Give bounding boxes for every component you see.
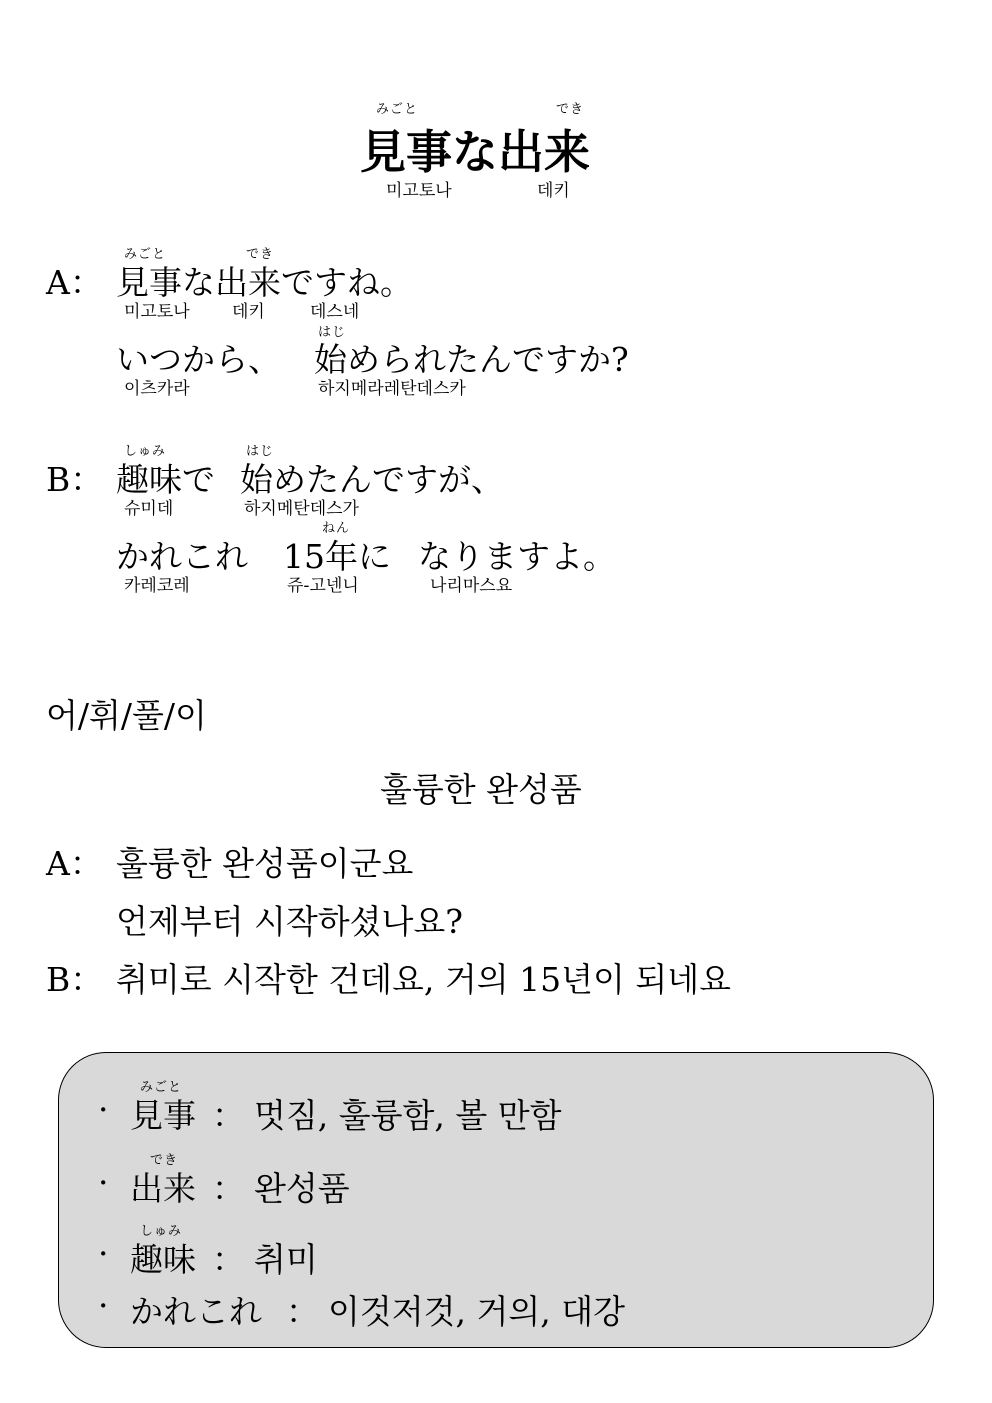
reading-b1-2: 하지메탄데스가 — [244, 499, 359, 519]
vocab-sep-4: ： — [286, 1292, 319, 1331]
vocab-meaning-3: 취미 — [254, 1240, 318, 1279]
vocab-meaning-1: 멋짐, 훌륭함, 볼 만함 — [254, 1096, 562, 1135]
vocab-sep-1: ： — [212, 1096, 245, 1135]
translation-speaker-a: A： — [46, 844, 103, 883]
reading-a1-3: 데스네 — [310, 302, 360, 322]
reading-b2-1: 카레코레 — [124, 576, 190, 596]
dialogue-b-line-1b: 始めたんですが、 — [240, 460, 504, 499]
translation-title: 훌륭한 완성품 — [380, 770, 582, 809]
title-reading-left: 미고토나 — [386, 181, 452, 201]
ruby-haji-b: はじ — [246, 444, 275, 459]
ruby-nen: ねん — [322, 521, 351, 536]
vocab-bullet-1: · — [98, 1090, 109, 1129]
vocab-bullet-4: · — [98, 1286, 109, 1325]
vocab-meaning-2: 완성품 — [254, 1169, 350, 1208]
dialogue-b-line-2c: なりますよ。 — [418, 537, 616, 576]
vocab-term-2: 出来 — [130, 1169, 196, 1208]
vocab-term-1: 見事 — [130, 1096, 196, 1135]
vocab-bullet-3: · — [98, 1234, 109, 1273]
dialogue-a-line-1: 見事な出来ですね。 — [116, 263, 413, 302]
reading-a1-1: 미고토나 — [124, 302, 190, 322]
title-reading-right: 데키 — [537, 181, 570, 201]
vocab-term-3: 趣味 — [130, 1240, 196, 1279]
reading-b2-2: 쥬-고넨니 — [287, 576, 359, 596]
speaker-a-label: A： — [46, 263, 103, 302]
translation-line-3: 취미로 시작한 건데요, 거의 15년이 되네요 — [116, 960, 731, 999]
translation-line-1: 훌륭한 완성품이군요 — [116, 844, 414, 883]
ruby-shumi: しゅみ — [124, 444, 167, 459]
title-ruby-migoto: みごと — [376, 102, 419, 117]
ruby-haji-a: はじ — [318, 325, 347, 340]
reading-a1-2: 데키 — [232, 302, 265, 322]
speaker-b-label: B： — [46, 460, 104, 499]
vocab-heading: 어/휘/풀/이 — [46, 696, 207, 735]
vocab-meaning-4: 이것저것, 거의, 대강 — [328, 1292, 625, 1331]
ruby-deki: でき — [246, 247, 275, 262]
dialogue-b-line-1a: 趣味で — [116, 460, 215, 499]
vocab-ruby-1: みごと — [140, 1080, 183, 1095]
vocab-sep-2: ： — [212, 1169, 245, 1208]
translation-speaker-b: B： — [46, 960, 104, 999]
vocab-ruby-3: しゅみ — [140, 1224, 183, 1239]
title-ruby-deki: でき — [556, 102, 585, 117]
reading-a2-1: 이츠카라 — [124, 379, 190, 399]
vocab-bullet-2: · — [98, 1163, 109, 1202]
ruby-migoto: みごと — [124, 247, 167, 262]
translation-line-2: 언제부터 시작하셨나요? — [116, 902, 463, 941]
vocab-term-4: かれこれ — [130, 1292, 262, 1331]
reading-b2-3: 나리마스요 — [430, 576, 513, 596]
reading-b1-1: 슈미데 — [124, 499, 174, 519]
dialogue-a-line-2a: いつから、 — [116, 340, 281, 379]
dialogue-b-line-2b: 15年に — [283, 537, 391, 576]
reading-a2-2: 하지메라레탄데스카 — [318, 379, 466, 399]
dialogue-b-line-2a: かれこれ — [116, 537, 248, 576]
vocab-sep-3: ： — [212, 1240, 245, 1279]
dialogue-a-line-2b: 始められたんですか? — [314, 340, 629, 379]
vocab-ruby-2: でき — [150, 1153, 179, 1168]
page-title: 見事な出来 — [360, 125, 590, 179]
